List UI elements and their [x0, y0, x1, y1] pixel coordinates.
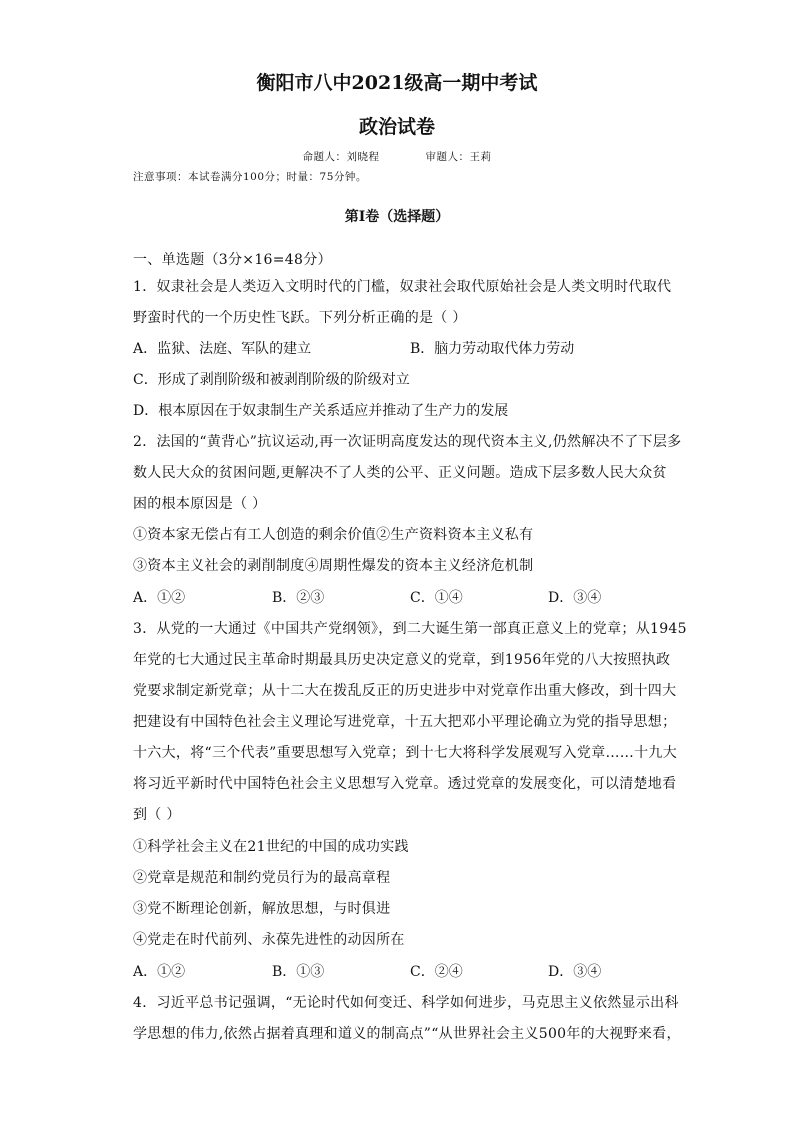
- q3-line-4: 把建设有中国特色社会主义理论写进党章，十五大把邓小平理论确立为党的指导思想；: [133, 714, 677, 730]
- authors-line: [0, 149, 794, 164]
- q3-line-7: 到（ ）: [133, 807, 181, 823]
- section-title: 第I卷（选择题）: [344, 209, 450, 225]
- q2-line-2: 数人民大众的贫困问题,更解决不了人类的公平、正义问题。造成下层多数人民大众贫: [133, 465, 667, 481]
- q3-option-a: A．①②: [133, 964, 186, 980]
- q2-option-b: B．②③: [272, 590, 325, 606]
- q3-line-5: 十六大，将“三个代表”重要思想写入党章；到十七大将科学发展观写入党章……十九大: [133, 745, 678, 761]
- section-heading: 一、单选题（3分×16=48分）: [133, 252, 332, 268]
- q3-option-b: B．①③: [272, 964, 325, 980]
- q4-line-1: 4．习近平总书记强调，“无论时代如何变迁、科学如何进步，马克思主义依然显示出科: [133, 995, 679, 1011]
- q3-line-3: 党要求制定新党章；从十二大在拨乱反正的历史进步中对党章作出重大修改，到十四大: [133, 683, 677, 699]
- q2-item-1: ①资本家无偿占有工人创造的剩余价值②生产资料资本主义私有: [133, 527, 534, 543]
- q2-option-c: C．①④: [410, 590, 463, 606]
- q3-item-3: ③党不断理论创新，解放思想，与时俱进: [133, 901, 391, 917]
- q2-line-1: 2．法国的“黄背心”抗议运动,再一次证明高度发达的现代资本主义,仍然解决不了下层多: [133, 434, 682, 450]
- q2-option-a: A．①②: [133, 590, 186, 606]
- q3-line-1: 3．从党的一大通过《中国共产党纲领》，到二大诞生第一部真正意义上的党章；从1945: [133, 621, 687, 637]
- q1-option-b: B．脑力劳动取代体力劳动: [410, 341, 575, 357]
- exam-note: 注意事项：本试卷满分100分；时量：75分钟。: [133, 171, 367, 183]
- q1-line-2: 野蛮时代的一个历史性飞跃。下列分析正确的是（ ）: [133, 310, 467, 326]
- q1-option-d: D．根本原因在于奴隶制生产关系适应并推动了生产力的发展: [133, 403, 509, 419]
- exam-title: 衡阳市八中2021级高一期中考试: [256, 72, 538, 94]
- exam-subtitle: 政治试卷: [358, 116, 435, 138]
- q3-item-2: ②党章是规范和制约党员行为的最高章程: [133, 870, 391, 886]
- setter: 命题人：刘晓程: [302, 151, 380, 163]
- reviewer: 审题人：王莉: [425, 151, 492, 163]
- q2-option-d: D．③④: [548, 590, 602, 606]
- q4-line-2: 学思想的伟力,依然占据着真理和道义的制高点”“从世界社会主义500年的大视野来看，: [133, 1026, 681, 1042]
- q2-line-3: 困的根本原因是（ ）: [133, 496, 267, 512]
- q1-option-a: A．监狱、法庭、军队的建立: [133, 341, 312, 357]
- q2-item-2: ③资本主义社会的剥削制度④周期性爆发的资本主义经济危机制: [133, 558, 534, 574]
- q3-option-d: D．③④: [548, 964, 602, 980]
- q3-line-6: 将习近平新时代中国特色社会主义思想写入党章。透过党章的发展变化，可以清楚地看: [133, 776, 677, 792]
- q1-option-c: C．形成了剥削阶级和被剥削阶级的阶级对立: [133, 372, 410, 388]
- q3-option-c: C．②④: [410, 964, 463, 980]
- q1-line-1: 1．奴隶社会是人类迈入文明时代的门槛，奴隶社会取代原始社会是人类文明时代取代: [133, 279, 672, 295]
- q3-line-2: 年党的七大通过民主革命时期最具历史决定意义的党章，到1956年党的八大按照执政: [133, 652, 671, 668]
- q3-item-4: ④党走在时代前列、永葆先进性的动因所在: [133, 932, 405, 948]
- q3-item-1: ①科学社会主义在21世纪的中国的成功实践: [133, 839, 409, 855]
